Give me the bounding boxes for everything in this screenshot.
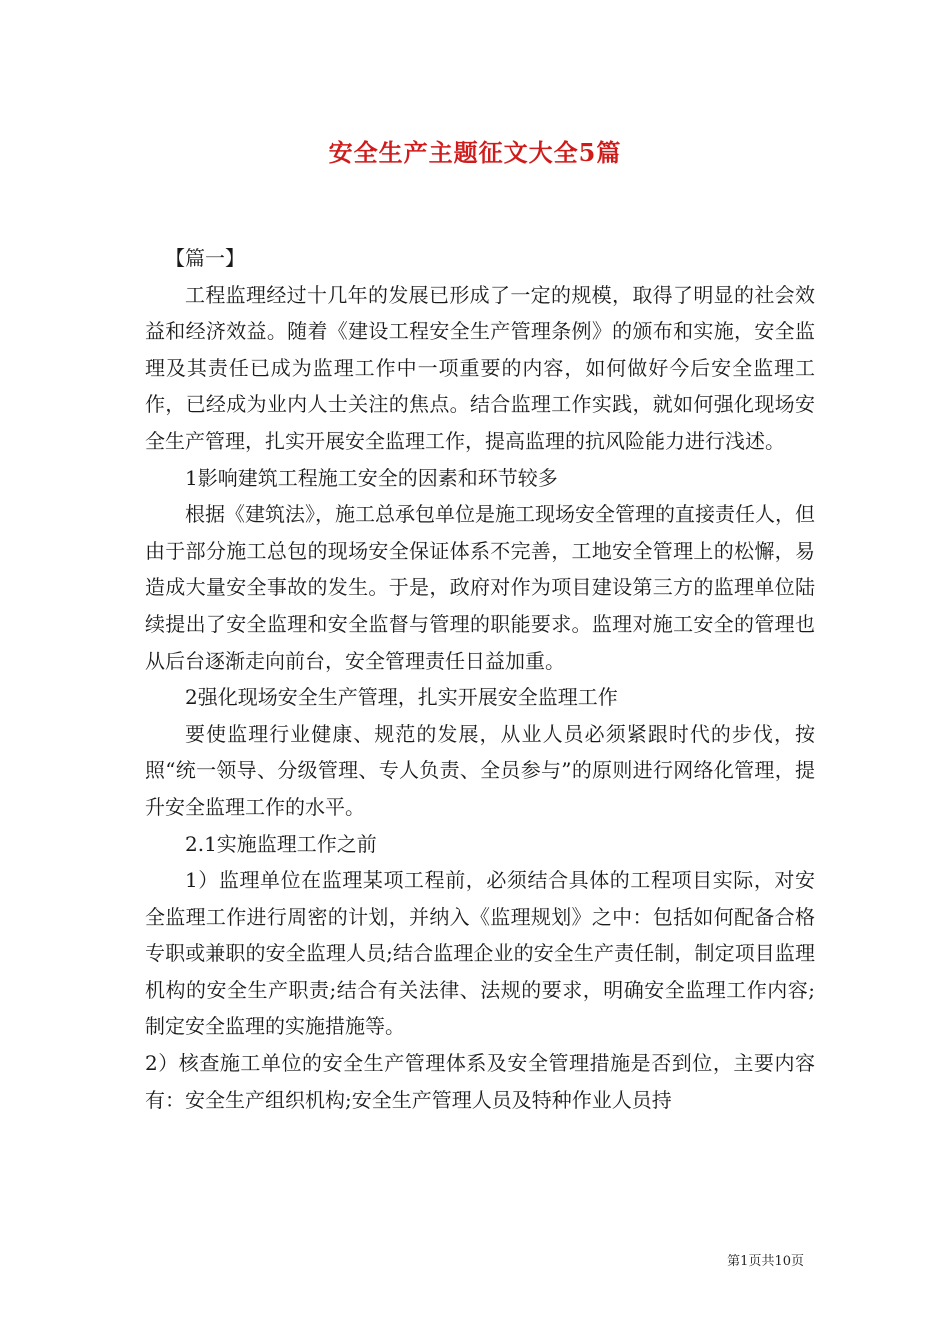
paragraph: 1）监理单位在监理某项工程前，必须结合具体的工程项目实际，对安全监理工作进行周密的计划，并纳入《监理规划》之中：包括如何配备合格专职或兼职的安全监理人员;结合监理企业的安全生产责任制，制定项目监理机构的安全生产职责;结合有关法律、法规的要求，明确安全监理工作内容;制定安全监理的实施措施等。 xyxy=(145,868,815,1039)
paragraph: 根据《建筑法》，施工总承包单位是施工现场安全管理的直接责任人，但由于部分施工总包的现场安全保证体系不完善，工地安全管理上的松懈，易造成大量安全事故的发生。于是，政府对作为项目建设第三方的监理单位陆续提出了安全监理和安全监督与管理的职能要求。监理对施工安全的管理也从后台逐渐走向前台，安全管理责任日益加重。 xyxy=(145,502,815,673)
section-heading: 2强化现场安全生产管理，扎实开展安全监理工作 xyxy=(185,685,618,710)
paragraph: 2）核查施工单位的安全生产管理体系及安全管理措施是否到位，主要内容有：安全生产组织机构;安全生产管理人员及特种作业人员持 xyxy=(145,1051,815,1112)
paragraph: 工程监理经过十几年的发展已形成了一定的规模，取得了明显的社会效益和经济效益。随着《建设工程安全生产管理条例》的颁布和实施，安全监理及其责任已成为监理工作中一项重要的内容，如何做好今后安全监理工作，已经成为业内人士关注的焦点。结合监理工作实践，就如何强化现场安全生产管理，扎实开展安全监理工作，提高监理的抗风险能力进行浅述。 xyxy=(145,282,815,453)
subsection-heading: 2.1实施监理工作之前 xyxy=(185,831,377,856)
section-marker: 【篇一】 xyxy=(165,246,245,270)
section-heading: 1影响建筑工程施工安全的因素和环节较多 xyxy=(185,465,558,490)
page-number: 第1页共10页 xyxy=(727,1254,804,1269)
paragraph: 要使监理行业健康、规范的发展，从业人员必须紧跟时代的步伐，按照“统一领导、分级管理、专人负责、全员参与”的原则进行网络化管理，提升安全监理工作的水平。 xyxy=(145,721,815,819)
document-body xyxy=(145,240,815,1118)
page-title: 安全生产主题征文大全5篇 xyxy=(328,138,622,167)
